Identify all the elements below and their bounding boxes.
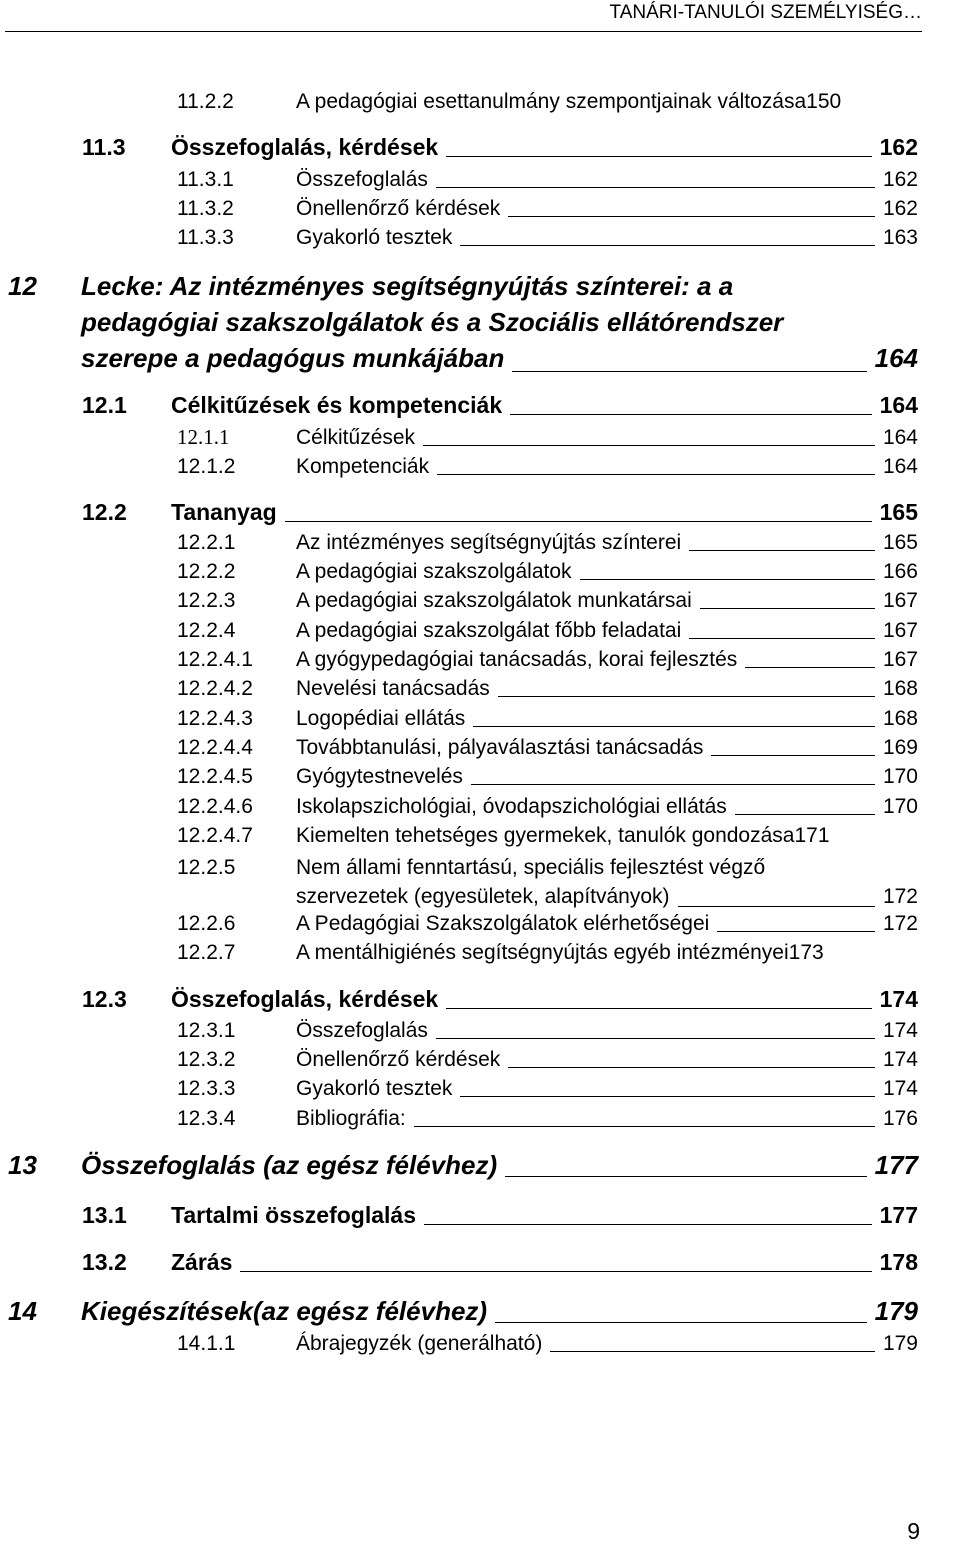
toc-title: Összefoglalás, kérdések [171, 134, 439, 160]
toc-leader [240, 1271, 871, 1272]
toc-entry[interactable] [82, 986, 918, 1013]
toc-title: A pedagógiai szakszolgálatok [296, 560, 572, 583]
toc-page: 179 [882, 1332, 918, 1355]
toc-number: 11.3.1 [177, 168, 234, 191]
toc-number: 12.2.6 [177, 912, 236, 935]
toc-entry[interactable] [177, 941, 918, 965]
toc-leader [745, 667, 875, 668]
toc-page: 165 [879, 499, 918, 525]
toc-number: 13 [8, 1150, 37, 1180]
toc-leader [424, 1224, 872, 1225]
toc-leader [717, 931, 875, 932]
toc-page: 176 [882, 1107, 918, 1130]
toc-title: Tartalmi összefoglalás [171, 1202, 416, 1228]
toc-number: 12 [8, 271, 37, 301]
running-header: TANÁRI-TANULÓI SZEMÉLYISÉG… [609, 2, 922, 23]
toc-page: 169 [882, 736, 918, 759]
toc-page: 178 [879, 1249, 918, 1275]
toc-page: 172 [882, 912, 918, 935]
toc-number: 12.2.7 [177, 941, 236, 964]
toc-leader [436, 187, 875, 188]
toc-page: 168 [882, 707, 918, 730]
toc-leader [446, 1008, 871, 1009]
toc-number: 13.2 [82, 1249, 127, 1275]
toc-title: Célkitűzések és kompetenciák [171, 392, 503, 418]
toc-page: 177 [874, 1150, 918, 1180]
toc-title-line: Nem állami fenntartású, speciális fejlesztést végző [296, 856, 766, 879]
toc-entry[interactable] [82, 392, 918, 419]
toc-leader [437, 474, 875, 475]
toc-leader [446, 156, 871, 157]
toc-entry[interactable] [177, 531, 918, 555]
toc-title-line: szervezetek (egyesületek, alapítványok) [296, 885, 670, 908]
toc-leader [580, 579, 875, 580]
toc-title: Önellenőrző kérdések [296, 1048, 501, 1071]
toc-title-line: pedagógiai szakszolgálatok és a Szociális ellátórendszer [81, 307, 784, 337]
toc-page: 164 [882, 426, 918, 449]
toc-number: 11.3.3 [177, 226, 234, 249]
toc-leader [460, 245, 875, 246]
toc-number: 11.3.2 [177, 197, 234, 220]
toc-number: 12.1.2 [177, 455, 236, 478]
toc-number: 12.1.1 [177, 425, 230, 449]
toc-page: 167 [882, 589, 918, 612]
toc-leader [510, 414, 872, 415]
toc-entry[interactable] [177, 168, 918, 192]
toc-entry-chapter[interactable] [8, 1296, 918, 1327]
toc-leader [285, 521, 872, 522]
toc-number: 12.2.1 [177, 531, 236, 554]
toc-page: 177 [879, 1202, 918, 1228]
toc-entry-chapter[interactable] [8, 268, 918, 378]
toc-entry[interactable] [177, 824, 918, 848]
toc-entry[interactable] [82, 1249, 918, 1276]
toc-page: 150 [806, 90, 842, 113]
toc-number: 12.3.4 [177, 1107, 236, 1130]
toc-number: 11.2.2 [177, 90, 234, 113]
toc-entry[interactable] [177, 1019, 918, 1043]
toc-entry[interactable] [177, 1048, 918, 1072]
toc-page: 179 [874, 1296, 918, 1326]
toc-leader [700, 608, 875, 609]
toc-entry[interactable] [177, 795, 918, 819]
toc-number: 12.3.2 [177, 1048, 236, 1071]
toc-page: 174 [879, 986, 918, 1012]
toc-page: 174 [882, 1019, 918, 1042]
header-rule [5, 31, 922, 32]
toc-page: 164 [882, 455, 918, 478]
toc-title: Gyakorló tesztek [296, 1077, 453, 1100]
toc-leader [423, 445, 875, 446]
toc-title: Gyógytestnevelés [296, 765, 463, 788]
toc-leader [460, 1096, 875, 1097]
toc-title: Összefoglalás, kérdések [171, 986, 439, 1012]
toc-page: 173 [788, 941, 824, 964]
toc-title: Az intézményes segítségnyújtás színterei [296, 531, 682, 554]
toc-leader [414, 1126, 875, 1127]
toc-leader [550, 1351, 875, 1352]
toc-entry[interactable] [177, 707, 918, 731]
toc-title: A mentálhigiénés segítségnyújtás egyéb intézményei [296, 941, 789, 964]
toc-number: 11.3 [82, 134, 126, 160]
toc-number: 12.2.4.6 [177, 795, 253, 818]
toc-page: 164 [874, 343, 918, 373]
toc-title: Kiemelten tehetséges gyermekek, tanulók gondozása [296, 824, 795, 847]
toc-entry[interactable] [177, 736, 918, 760]
toc-number: 12.2.3 [177, 589, 236, 612]
toc-page: 170 [882, 795, 918, 818]
toc-title: Iskolapszichológiai, óvodapszichológiai ellátás [296, 795, 727, 818]
toc-number: 12.2.4.1 [177, 648, 253, 671]
toc-number: 12.2.4.2 [177, 677, 253, 700]
toc-number: 13.1 [82, 1202, 127, 1228]
toc-number: 12.2.2 [177, 560, 236, 583]
toc-entry[interactable] [177, 560, 918, 584]
toc-title: Önellenőrző kérdések [296, 197, 501, 220]
toc-entry[interactable] [177, 677, 918, 701]
toc-title: A pedagógiai szakszolgálat főbb feladatai [296, 619, 682, 642]
toc-entry[interactable] [177, 90, 918, 114]
toc-title: Célkitűzések [296, 426, 416, 449]
toc-entry[interactable] [177, 589, 918, 613]
toc-entry[interactable] [82, 1202, 918, 1229]
toc-leader [495, 1322, 867, 1323]
toc-leader [473, 726, 875, 727]
toc-entry[interactable] [177, 648, 918, 672]
toc-entry[interactable] [177, 619, 918, 643]
toc-number: 14 [8, 1296, 37, 1326]
toc-number: 12.1 [82, 392, 127, 418]
toc-page: 168 [882, 677, 918, 700]
toc-title: Tananyag [171, 499, 277, 525]
toc-page: 162 [882, 197, 918, 220]
toc-entry[interactable] [177, 425, 918, 450]
toc-title: Bibliográfia: [296, 1107, 406, 1130]
toc-page: 163 [882, 226, 918, 249]
toc-number: 12.3.3 [177, 1077, 236, 1100]
toc-leader [512, 371, 866, 372]
toc-number: 12.2.4.7 [177, 824, 253, 847]
toc-leader [498, 696, 875, 697]
toc-page: 164 [879, 392, 918, 418]
toc-entry[interactable] [82, 499, 918, 526]
toc-title: A gyógypedagógiai tanácsadás, korai fejlesztés [296, 648, 738, 671]
toc-leader [711, 755, 875, 756]
toc-title: Kiegészítések(az egész félévhez) [81, 1296, 488, 1326]
toc-entry[interactable] [177, 197, 918, 221]
toc-number: 12.3 [82, 986, 127, 1012]
toc-leader [689, 550, 875, 551]
toc-number: 12.2.4.4 [177, 736, 253, 759]
toc-entry[interactable] [177, 1332, 918, 1356]
toc-entry[interactable] [82, 134, 918, 161]
toc-page: 172 [882, 885, 918, 908]
toc-number: 12.2.5 [177, 856, 236, 879]
toc-leader [436, 1038, 875, 1039]
toc-leader [678, 906, 875, 907]
toc-page: 167 [882, 648, 918, 671]
toc-page: 166 [882, 560, 918, 583]
toc-entry-chapter[interactable] [8, 1150, 918, 1181]
toc-page: 174 [882, 1048, 918, 1071]
toc-entry[interactable] [177, 1077, 918, 1101]
toc-page: 162 [882, 168, 918, 191]
toc-entry[interactable] [177, 912, 918, 936]
toc-page: 162 [879, 134, 918, 160]
toc-title: Gyakorló tesztek [296, 226, 453, 249]
toc-leader [508, 216, 875, 217]
toc-number: 12.2 [82, 499, 127, 525]
toc-title: Összefoglalás [296, 1019, 428, 1042]
toc-entry[interactable] [177, 455, 918, 479]
toc-title: A pedagógiai szakszolgálatok munkatársai [296, 589, 692, 612]
toc-title-line: Lecke: Az intézményes segítségnyújtás színterei: a a [81, 271, 734, 301]
toc-page: 167 [882, 619, 918, 642]
toc-title: A Pedagógiai Szakszolgálatok elérhetőségei [296, 912, 710, 935]
toc-leader [505, 1176, 866, 1177]
toc-number: 12.2.4.5 [177, 765, 253, 788]
toc-title: Logopédiai ellátás [296, 707, 466, 730]
toc-title: Nevelési tanácsadás [296, 677, 490, 700]
toc-title: Továbbtanulási, pályaválasztási tanácsadás [296, 736, 704, 759]
toc-entry[interactable] [177, 1107, 918, 1131]
toc-title: Ábrajegyzék (generálható) [296, 1332, 543, 1355]
toc-title-line: szerepe a pedagógus munkájában [81, 343, 505, 373]
toc-number: 12.3.1 [177, 1019, 236, 1042]
toc-number: 12.2.4 [177, 619, 236, 642]
toc-title: Kompetenciák [296, 455, 430, 478]
page-number: 9 [907, 1518, 920, 1544]
toc-entry[interactable] [177, 853, 918, 911]
toc-title: A pedagógiai esettanulmány szempontjainak változása [296, 90, 807, 113]
toc-title: Összefoglalás [296, 168, 428, 191]
toc-leader [508, 1067, 875, 1068]
toc-title: Összefoglalás (az egész félévhez) [81, 1150, 498, 1180]
toc-entry[interactable] [177, 765, 918, 789]
toc-page: 174 [882, 1077, 918, 1100]
toc-number: 14.1.1 [177, 1332, 236, 1355]
toc-title: Zárás [171, 1249, 233, 1275]
toc-page: 171 [794, 824, 830, 847]
toc-leader [689, 638, 875, 639]
toc-leader [735, 814, 875, 815]
toc-number: 12.2.4.3 [177, 707, 253, 730]
toc-leader [471, 784, 875, 785]
toc-entry[interactable] [177, 226, 918, 250]
toc-page: 165 [882, 531, 918, 554]
toc-page: 170 [882, 765, 918, 788]
